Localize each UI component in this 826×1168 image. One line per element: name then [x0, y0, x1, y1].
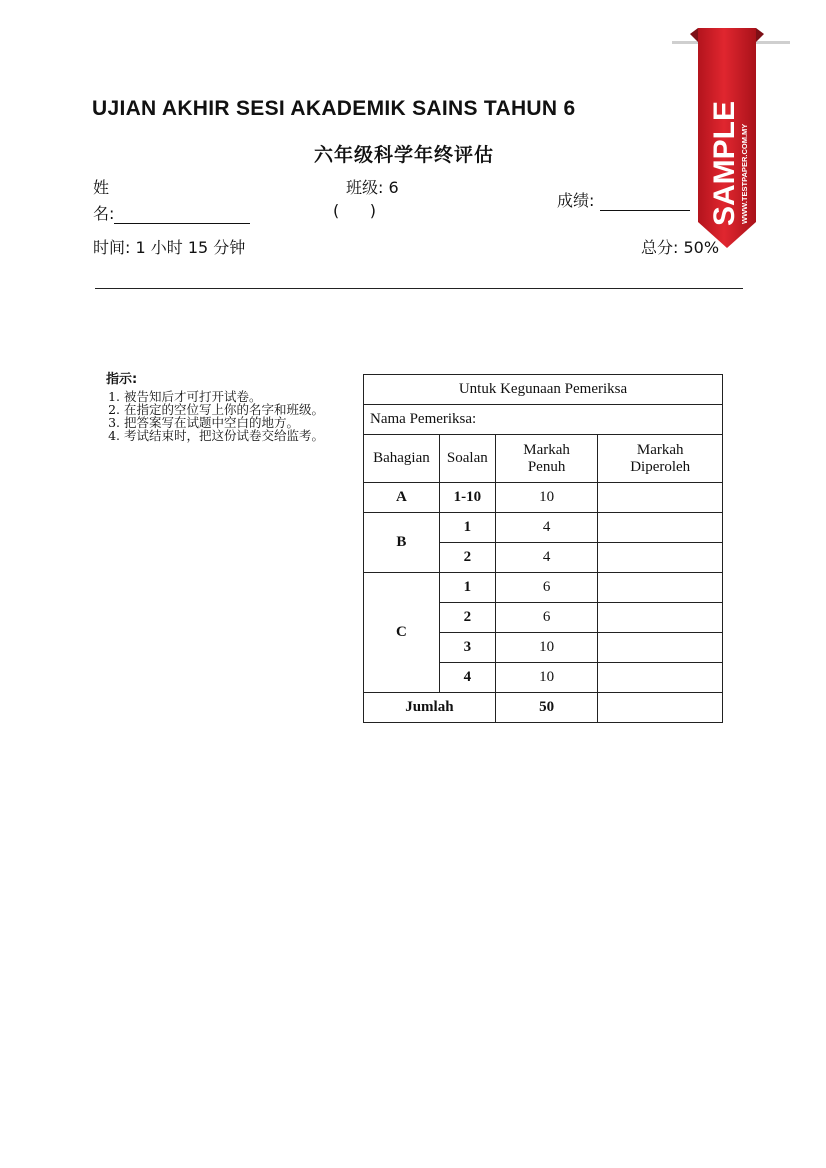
score-label: 成绩: — [557, 191, 595, 210]
soalan-cell: 1-10 — [439, 483, 495, 513]
total-value: 50 — [495, 693, 598, 723]
table-row — [364, 513, 723, 543]
header-divider — [95, 288, 743, 289]
penuh-cell: 6 — [495, 573, 598, 603]
examiner-name-field[interactable]: Nama Pemeriksa: — [364, 405, 723, 435]
table-row — [364, 573, 723, 603]
marks-table — [363, 374, 723, 723]
penuh-cell: 10 — [495, 633, 598, 663]
instruction-item: 1. 被告知后才可打开试卷。 — [124, 391, 346, 403]
name-blank-line — [114, 204, 250, 224]
instruction-item: 4. 考试结束时，把这份试卷交给监考。 — [124, 430, 346, 442]
name-label: 名: — [93, 204, 115, 223]
instructions-title: 指示: — [106, 372, 138, 387]
soalan-cell: 1 — [439, 513, 495, 543]
soalan-cell: 3 — [439, 633, 495, 663]
section-cell: B — [364, 513, 440, 573]
section-cell: A — [364, 483, 440, 513]
diperoleh-cell[interactable] — [598, 573, 723, 603]
table-row — [364, 483, 723, 513]
marks-table-title: Untuk Kegunaan Pemeriksa — [364, 375, 723, 405]
sample-site-text: WWW.TESTPAPER.COM.MY — [740, 123, 749, 224]
sample-text: SAMPLE — [708, 100, 741, 226]
score-field[interactable] — [557, 188, 690, 211]
penuh-cell: 6 — [495, 603, 598, 633]
sample-ribbon — [672, 26, 790, 256]
diperoleh-cell[interactable] — [598, 543, 723, 573]
name-field[interactable] — [93, 201, 250, 224]
soalan-cell: 1 — [439, 573, 495, 603]
header-soalan: Soalan — [439, 435, 495, 483]
soalan-cell: 2 — [439, 543, 495, 573]
header-markah-diperoleh — [598, 435, 723, 483]
header-markah-penuh — [495, 435, 598, 483]
section-cell: C — [364, 573, 440, 693]
class-label: 班级: 6 — [346, 178, 399, 197]
header-penuh-line1: Markah — [523, 441, 570, 458]
penuh-cell: 4 — [495, 513, 598, 543]
instruction-item: 2. 在指定的空位写上你的名字和班级。 — [124, 404, 346, 416]
total-label: Jumlah — [364, 693, 496, 723]
diperoleh-cell[interactable] — [598, 663, 723, 693]
diperoleh-cell[interactable] — [598, 483, 723, 513]
page-title: UJIAN AKHIR SESI AKADEMIK SAINS TAHUN 6 — [92, 97, 576, 120]
instructions-block — [106, 368, 346, 443]
penuh-cell: 10 — [495, 663, 598, 693]
instructions-list — [106, 391, 346, 442]
penuh-cell: 10 — [495, 483, 598, 513]
total-marks-label: 总分: 50% — [641, 238, 720, 257]
diperoleh-cell[interactable] — [598, 513, 723, 543]
total-row — [364, 693, 723, 723]
header-diperoleh-line2: Diperoleh — [630, 458, 691, 475]
header-bahagian: Bahagian — [364, 435, 440, 483]
name-label-top: 姓 — [93, 178, 110, 197]
header-penuh-line2: Penuh — [527, 458, 566, 475]
page-subtitle: 六年级科学年终评估 — [314, 144, 495, 166]
header-diperoleh-line1: Markah — [636, 441, 684, 458]
penuh-cell: 4 — [495, 543, 598, 573]
total-diperoleh-cell[interactable] — [598, 693, 723, 723]
soalan-cell: 2 — [439, 603, 495, 633]
instruction-item: 3. 把答案写在试题中空白的地方。 — [124, 417, 346, 429]
diperoleh-cell[interactable] — [598, 633, 723, 663]
time-label: 时间: 1 小时 15 分钟 — [93, 238, 246, 257]
ribbon-fold-right — [756, 28, 764, 42]
class-blank[interactable]: ( ) — [333, 201, 376, 220]
ribbon-fold-left — [690, 28, 698, 42]
soalan-cell: 4 — [439, 663, 495, 693]
diperoleh-cell[interactable] — [598, 603, 723, 633]
